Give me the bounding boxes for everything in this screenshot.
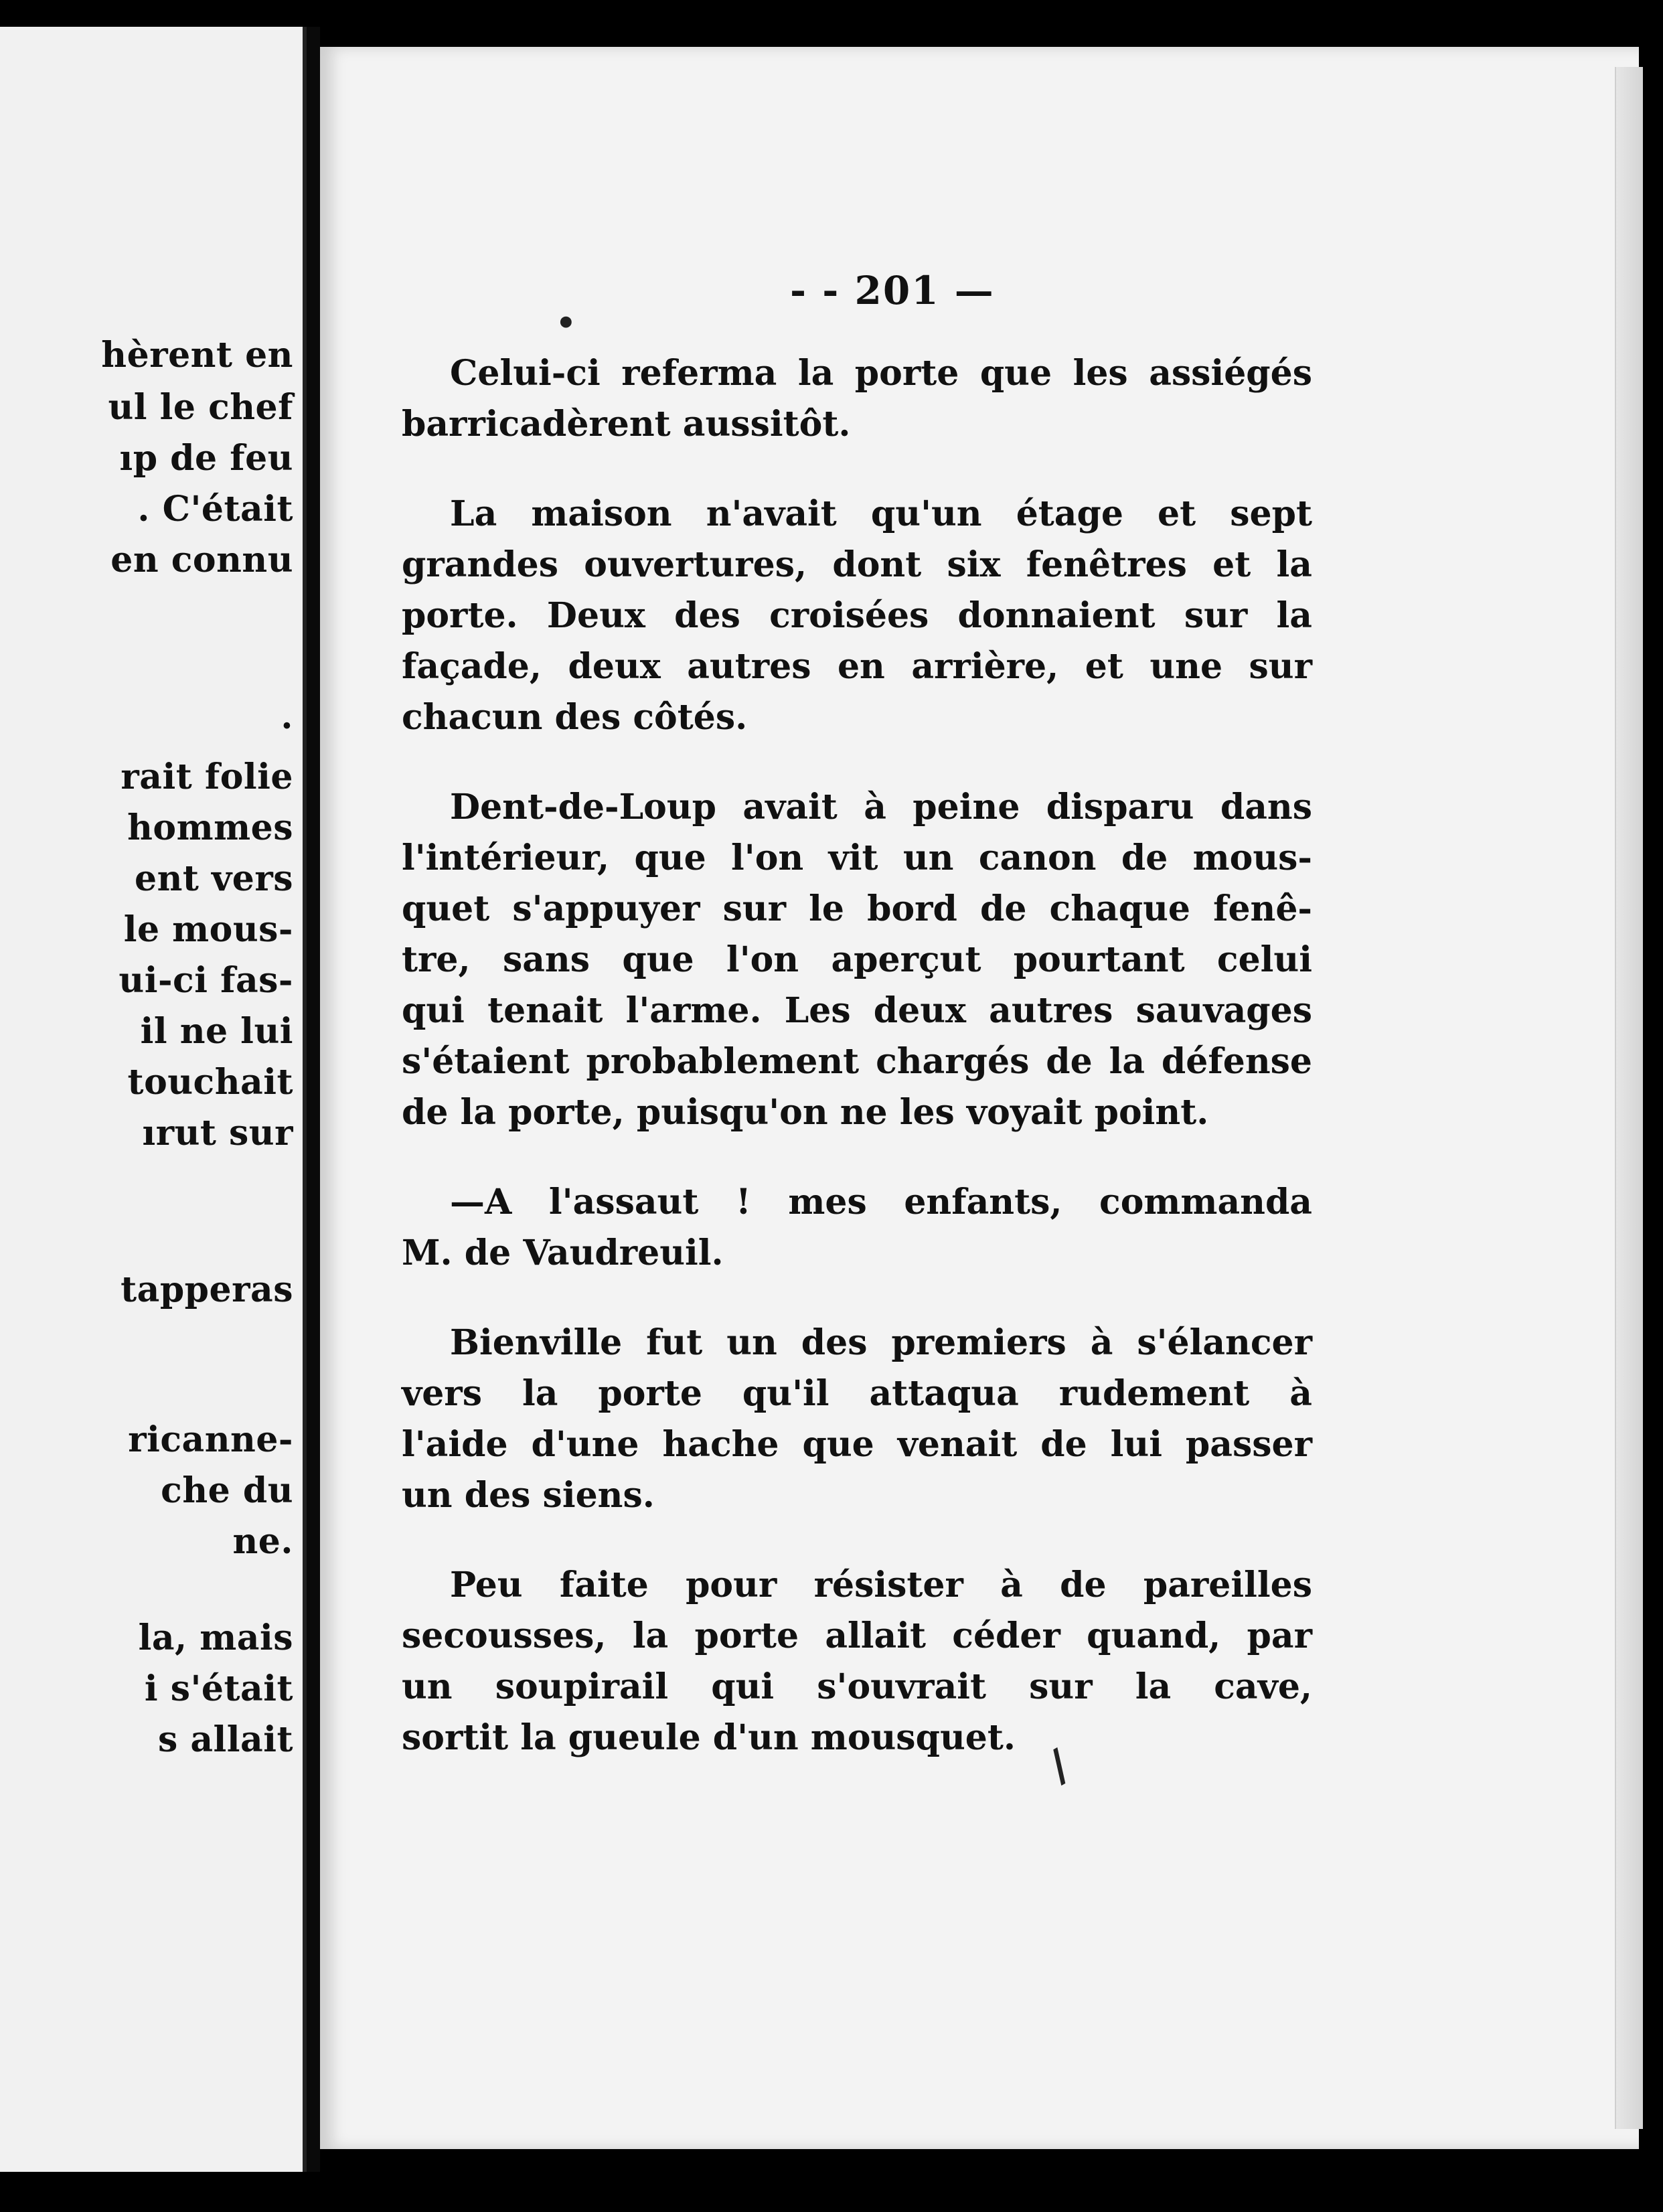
left-line: . C'était: [137, 489, 293, 530]
text-line: porte. Deux des croisées donnaient sur la: [402, 595, 1312, 636]
text-line: M. de Vaudreuil.: [402, 1233, 724, 1273]
left-line: ırut sur: [142, 1113, 293, 1154]
left-line: ricanne-: [128, 1419, 293, 1460]
left-line: i s'était: [144, 1668, 293, 1709]
paragraph: [402, 348, 1312, 450]
text-line: tre, sans que l'on aperçut pourtant celui: [402, 939, 1312, 980]
text-line: quet s'appuyer sur le bord de chaque fenê-: [402, 888, 1312, 929]
ink-speck-icon: •: [556, 305, 576, 342]
left-line: ul le chef: [108, 387, 293, 428]
text-line: vers la porte qu'il attaqua rudement à: [402, 1373, 1312, 1414]
left-line: la, mais: [138, 1617, 293, 1658]
text-line: secousses, la porte allait céder quand, par: [402, 1615, 1312, 1656]
text-line: chacun des côtés.: [402, 697, 748, 738]
left-line: tapperas: [121, 1269, 293, 1310]
text-line: barricadèrent aussitôt.: [402, 404, 851, 445]
text-line: qui tenait l'arme. Les deux autres sauvages: [402, 990, 1312, 1031]
left-line: ent vers: [135, 858, 293, 899]
body-text: [402, 348, 1312, 1802]
text-line: de la porte, puisqu'on ne les voyait point.: [402, 1092, 1209, 1133]
left-line: touchait: [127, 1062, 293, 1103]
text-line: —A l'assaut ! mes enfants, commanda: [450, 1182, 1312, 1222]
text-line: Bienville fut un des premiers à s'élancer: [450, 1322, 1312, 1363]
text-line: façade, deux autres en arrière, et une sur: [402, 646, 1312, 687]
pencil-stroke-icon: /: [1039, 1740, 1079, 1792]
left-line: s allait: [157, 1719, 293, 1760]
text-line: Peu faite pour résister à de pareilles: [450, 1565, 1312, 1605]
left-line: en connu: [110, 540, 293, 580]
text-line: un soupirail qui s'ouvrait sur la cave,: [402, 1666, 1312, 1707]
left-line: ıp de feu: [119, 438, 293, 479]
left-line: hèrent en: [101, 335, 293, 376]
left-line: ne.: [232, 1521, 293, 1562]
paragraph: [402, 1177, 1312, 1279]
page-number: - - 201 —: [790, 268, 995, 313]
left-line: .: [281, 696, 293, 737]
paragraph: [402, 782, 1312, 1138]
left-line: ui-ci fas-: [118, 960, 293, 1001]
text-line: Dent-de-Loup avait à peine disparu dans: [450, 787, 1312, 827]
left-line: il ne lui: [140, 1011, 293, 1052]
text-line: l'aide d'une hache que venait de lui passer: [402, 1424, 1312, 1465]
text-line: Celui-ci referma la porte que les assiégés: [450, 353, 1312, 394]
text-line: grandes ouvertures, dont six fenêtres et la: [402, 544, 1312, 585]
left-line: rait folie: [121, 757, 293, 797]
text-line: La maison n'avait qu'un étage et sept: [450, 493, 1312, 534]
text-line: l'intérieur, que l'on vit un canon de mous-: [402, 838, 1312, 878]
left-page-fragment: [0, 27, 307, 2172]
left-line: le mous-: [123, 909, 293, 950]
book-gutter: [307, 27, 320, 2172]
text-line: un des siens.: [402, 1475, 655, 1516]
page-edge-shadow: [1615, 67, 1643, 2129]
left-line: hommes: [127, 807, 293, 848]
paragraph: [402, 489, 1312, 743]
text-line: sortit la gueule d'un mousquet.: [402, 1717, 1016, 1758]
text-line: s'étaient probablement chargés de la défense: [402, 1041, 1312, 1082]
left-line: che du: [161, 1470, 293, 1511]
paragraph: [402, 1318, 1312, 1521]
paragraph: [402, 1560, 1312, 1763]
